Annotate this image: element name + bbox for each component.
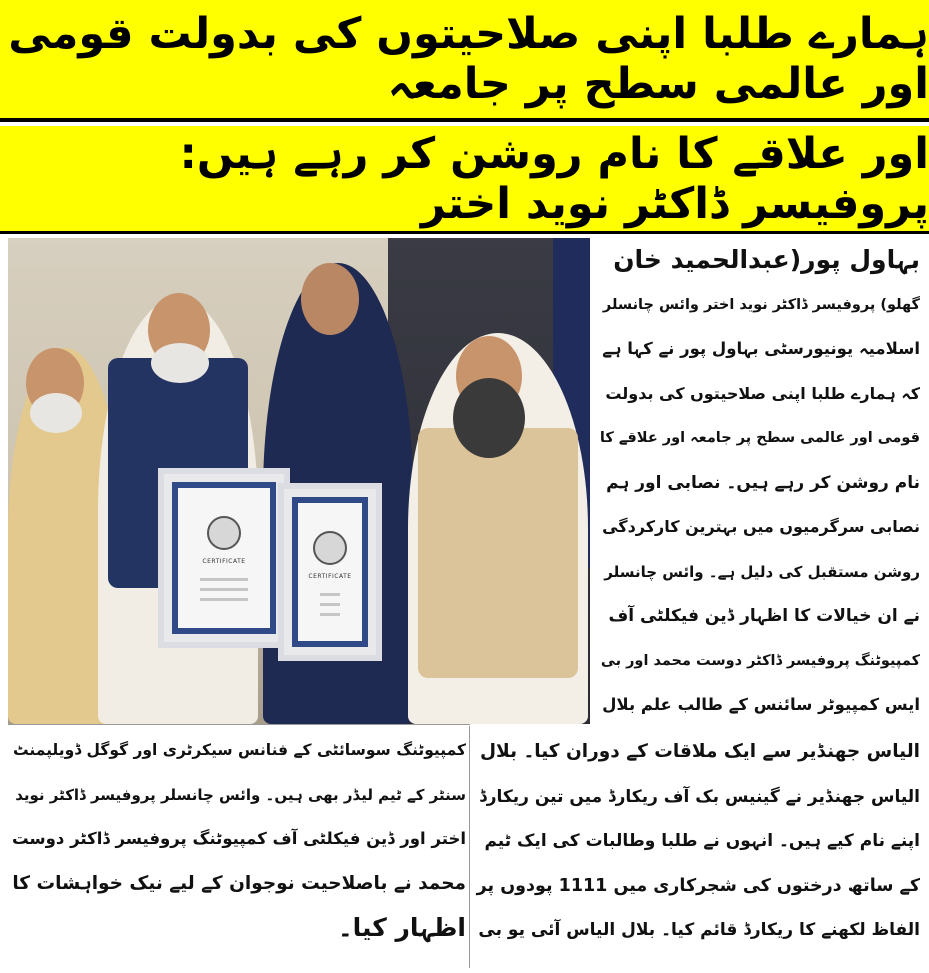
article-line: نام روشن کر رہے ہیں۔ نصابی اور ہم bbox=[606, 472, 920, 493]
guinness-seal-icon bbox=[313, 531, 347, 565]
article-line: اسلامیہ یونیورسٹی بہاول پور نے کہا ہے bbox=[602, 339, 920, 358]
news-photo bbox=[8, 238, 590, 724]
certificate-text-line bbox=[320, 603, 340, 606]
article-line: ایس کمپیوٹر سائنس کے طالب علم بلال bbox=[602, 695, 920, 714]
headline-divider bbox=[0, 231, 929, 234]
article-right-column bbox=[600, 238, 920, 728]
certificate-paper bbox=[298, 503, 362, 641]
certificate-frame bbox=[158, 468, 290, 648]
photo-bottom-rule bbox=[8, 724, 470, 725]
article-line: گھلو) پروفیسر ڈاکٹر نوید اختر وائس چانسلر bbox=[602, 296, 920, 313]
headline-line-2: اور علاقے کا نام روشن کر رہے ہیں: پروفیسر ڈاکٹر نوید اختر bbox=[0, 126, 929, 231]
article-line: روشن مستقبل کی دلیل ہے۔ وائس چانسلر bbox=[604, 562, 920, 581]
article-line: کمپیوٹنگ سوسائٹی کے فنانس سیکرٹری اور گوگل ڈویلپمنٹ bbox=[12, 741, 466, 759]
certificate-paper bbox=[178, 488, 270, 628]
article-bottom-left-column bbox=[8, 728, 466, 951]
article-line: سنٹر کے ٹیم لیڈر بھی ہیں۔ وائس چانسلر پروفیسر ڈاکٹر نوید bbox=[15, 785, 466, 804]
certificate-text-line bbox=[200, 578, 248, 581]
certificate-text-line bbox=[200, 598, 248, 601]
article-line: اظہار کیا۔ bbox=[337, 913, 466, 942]
article-bottom-right-column bbox=[475, 730, 920, 953]
beard bbox=[30, 393, 82, 433]
column-divider bbox=[469, 726, 470, 968]
article-line: بہاول پور(عبدالحمید خان bbox=[613, 245, 920, 274]
certificate-text-line bbox=[320, 593, 340, 596]
beard bbox=[151, 343, 209, 383]
certificate-label: CERTIFICATE bbox=[308, 573, 352, 580]
article-line: کے ساتھ درختوں کی شجرکاری میں 1111 پودوں پر bbox=[476, 875, 920, 896]
head bbox=[301, 263, 359, 335]
certificate-text-line bbox=[320, 613, 340, 616]
article-line: الیاس جھنڈیر نے گینیس بک آف ریکارڈ میں تین ریکارڈ bbox=[479, 786, 920, 807]
beard bbox=[453, 378, 525, 458]
article-line: کمپیوٹنگ پروفیسر ڈاکٹر دوست محمد اور بی bbox=[600, 652, 920, 669]
article-line: کہ ہمارے طلبا اپنی صلاحیتوں کی بدولت bbox=[605, 383, 920, 403]
certificate-text-line bbox=[200, 588, 248, 591]
article-line: قومی اور عالمی سطح پر جامعہ اور علاقے کا bbox=[600, 430, 920, 446]
certificate-frame bbox=[278, 483, 382, 661]
article-line: اپنے نام کیے ہیں۔ انہوں نے طلبا وطالبات کی ایک ٹیم bbox=[484, 831, 920, 851]
headline-line-1: ہمارے طلبا اپنی صلاحیتوں کی بدولت قومی اور عالمی سطح پر جامعہ bbox=[0, 0, 929, 122]
article-line: نے ان خیالات کا اظہار ڈین فیکلٹی آف bbox=[608, 606, 920, 626]
guinness-seal-icon bbox=[207, 516, 241, 550]
certificate-label: CERTIFICATE bbox=[202, 558, 246, 565]
article-line: نصابی سرگرمیوں میں بہترین کارکردگی bbox=[602, 517, 920, 536]
article-line: الیاس جھنڈیر سے ایک ملاقات کے دوران کیا۔ بلال bbox=[479, 741, 920, 762]
article-line: الفاظ لکھنے کا ریکارڈ قائم کیا۔ بلال الیاس آئی یو بی bbox=[478, 920, 920, 940]
article-line: اختر اور ڈین فیکلٹی آف کمپیوٹنگ پروفیسر ڈاکٹر دوست bbox=[11, 829, 466, 848]
waistcoat bbox=[418, 428, 578, 678]
article-line: محمد نے باصلاحیت نوجوان کے لیے نیک خواہشات کا bbox=[12, 872, 466, 894]
